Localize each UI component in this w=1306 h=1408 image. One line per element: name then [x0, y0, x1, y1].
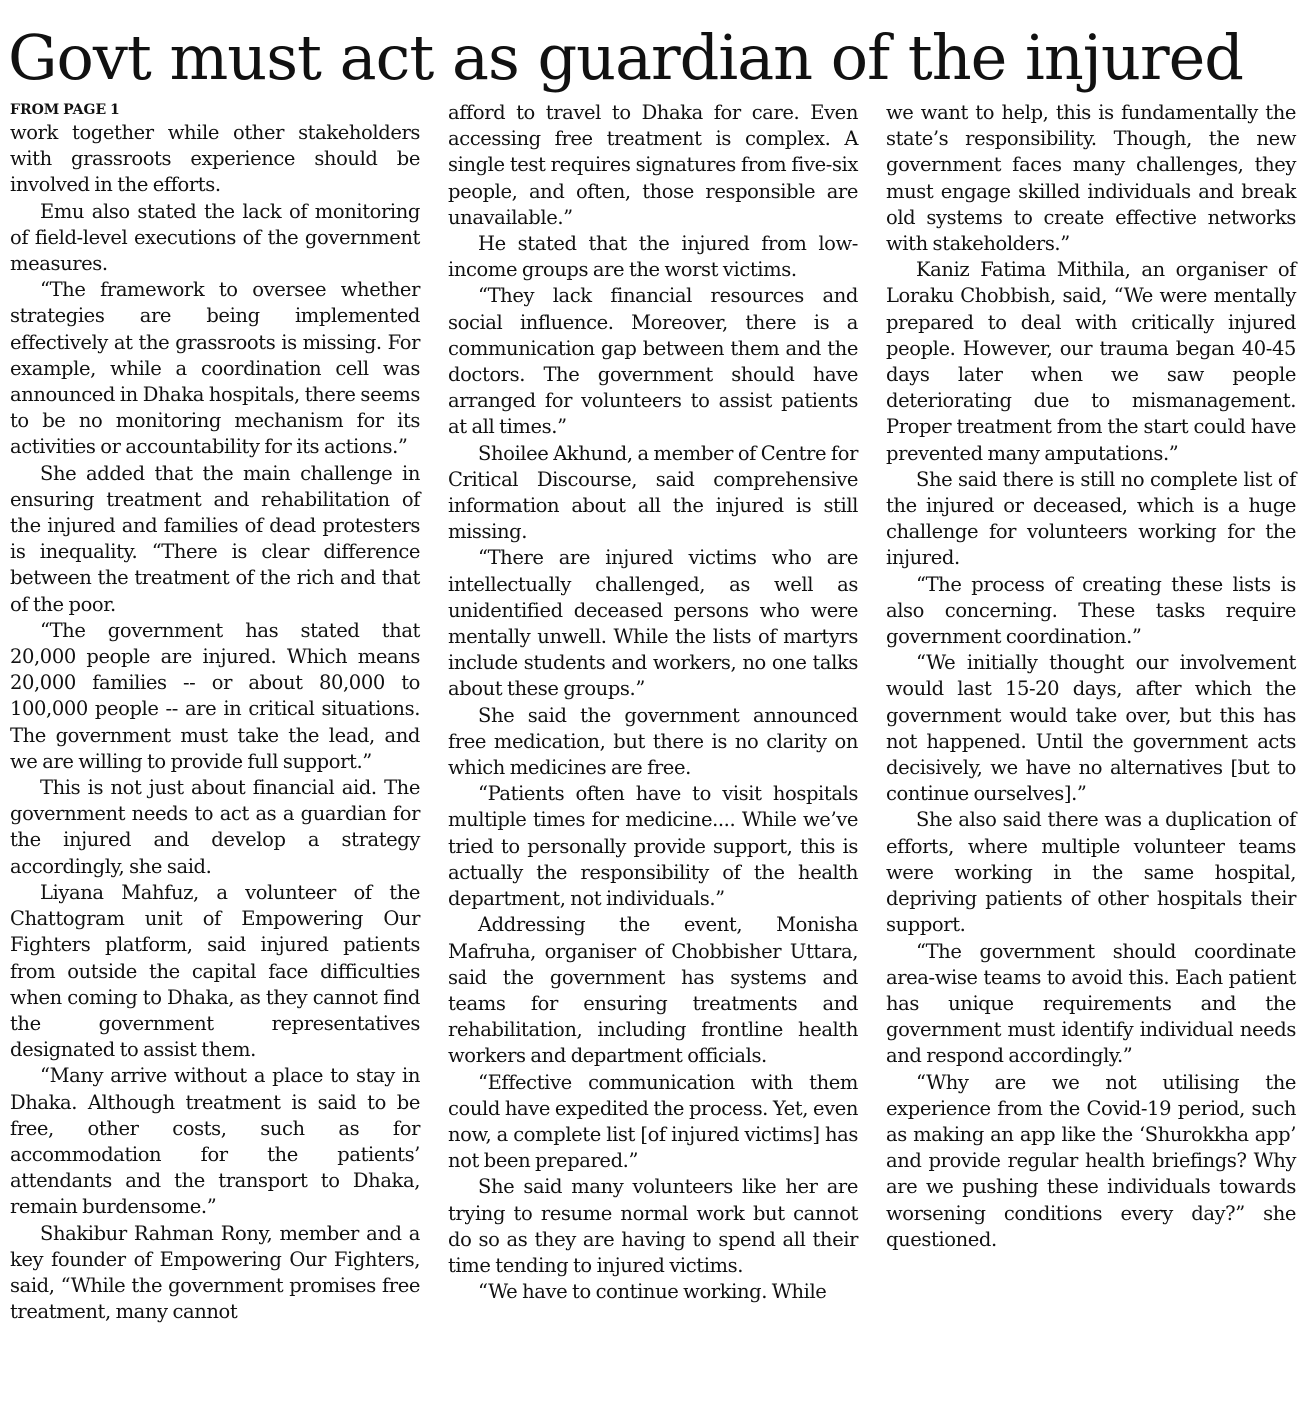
paragraph: Addressing the event, Monisha Mafruha, organiser of Chobbisher Uttara, said the government has systems and teams for ensuring treatments and rehabilitation, including frontline health workers and department officials. — [448, 913, 858, 1068]
paragraph: Liyana Mahfuz, a volunteer of the Chattogram unit of Empowering Our Fighters platform, said injured patients from outside the capital face difficulties when coming to Dhaka, as they cannot find the government representatives designated to assist them. — [10, 880, 420, 1062]
paragraph: He stated that the injured from low-income groups are the worst victims. — [448, 232, 858, 282]
paragraph: work together while other stakeholders with grassroots experience should be involved in the efforts. — [10, 121, 420, 197]
paragraph: This is not just about financial aid. The government needs to act as a guardian for the injured and develop a strategy accordingly, she said. — [10, 776, 420, 878]
paragraph: “Patients often have to visit hospitals multiple times for medicine.... While we’ve tried to personally provide support, this is actually the responsibility of the health department, not individuals.” — [448, 782, 858, 911]
paragraph: “They lack financial resources and social influence. Moreover, there is a communication gap between them and the doctors. The government should have arranged for volunteers to assist patients at all times.” — [448, 284, 858, 439]
paragraph: we want to help, this is fundamentally the state’s responsibility. Though, the new government faces many challenges, they must engage skilled individuals and break old systems to create effective networks with stakeholders.” — [886, 101, 1296, 256]
paragraph: “We have to continue working. While — [478, 1280, 827, 1304]
paragraph: “Many arrive without a place to stay in Dhaka. Although treatment is said to be free, other costs, such as for accommodation for the patients’ attendants and the transport to Dhaka, remain burdensome.” — [10, 1064, 420, 1219]
paragraph: She added that the main challenge in ensuring treatment and rehabilitation of the injured and families of dead protesters is inequality. “There is clear difference between the treatment of the rich and that of the poor. — [10, 461, 420, 616]
paragraph: “Effective communication with them could have expedited the process. Yet, even now, a complete list [of injured victims] has not been prepared.” — [448, 1070, 858, 1173]
paragraph: Shakibur Rahman Rony, member and a key founder of Empowering Our Fighters, said, “While the government promises free treatment, many cannot — [10, 1221, 420, 1324]
jump-label: FROM PAGE 1 — [10, 102, 120, 118]
paragraph: “There are injured victims who are intellectually challenged, as well as unidentified deceased persons who were mentally unwell. While the lists of martyrs include students and workers, no one talks about these groups.” — [448, 546, 858, 701]
paragraph: “The government has stated that 20,000 people are injured. Which means 20,000 families -- or about 80,000 to 100,000 people -- are in critical situations. The government must take the lead, and we are willing to provide full support.” — [10, 618, 420, 773]
article-headline: Govt must act as guardian of the injured — [8, 21, 1243, 94]
paragraph: “We initially thought our involvement would last 15-20 days, after which the government would take over, but this has not happened. Until the government acts decisively, we have no alternatives [but to continue ourselves].” — [886, 651, 1296, 806]
paragraph: She said the government announced free medication, but there is no clarity on which medicines are free. — [448, 703, 858, 780]
paragraph: “The process of creating these lists is also concerning. These tasks require government coordination.” — [886, 572, 1296, 649]
paragraph: “The framework to oversee whether strategies are being implemented effectively at the grassroots is missing. For example, while a coordination cell was announced in Dhaka hospitals, there seems to be no monitoring mechanism for its activities or accountability for its actions.” — [10, 278, 420, 459]
paragraph: Emu also stated the lack of monitoring of field-level executions of the government measures. — [10, 199, 420, 276]
article-column-2 — [448, 100, 858, 1305]
paragraph: She said there is still no complete list of the injured or deceased, which is a huge challenge for volunteers working for the injured. — [886, 467, 1296, 570]
article-column-1 — [10, 100, 420, 1325]
paragraph: She said many volunteers like her are trying to resume normal work but cannot do so as they are having to spend all their time tending to injured victims. — [448, 1175, 858, 1277]
paragraph: “The government should coordinate area-wise teams to avoid this. Each patient has unique requirements and the government must identify individual needs and respond accordingly.” — [886, 939, 1296, 1068]
paragraph: Shoilee Akhund, a member of Centre for Critical Discourse, said comprehensive information about all the injured is still missing. — [448, 441, 858, 544]
paragraph: afford to travel to Dhaka for care. Even accessing free treatment is complex. A single test requires signatures from five-six people, and often, those responsible are unavailable.” — [448, 101, 858, 229]
paragraph: “Why are we not utilising the experience from the Covid-19 period, such as making an app like the ‘Shurokkha app’ and provide regular health briefings? Why are we pushing these individuals towards worsening conditions every day?” she questioned. — [886, 1070, 1296, 1251]
article-column-3 — [886, 100, 1296, 1253]
paragraph: Kaniz Fatima Mithila, an organiser of Loraku Chobbish, said, “We were mentally prepared to deal with critically injured people. However, our trauma began 40-45 days later when we saw people deteriorating due to mismanagement. Proper treatment from the start could have prevented many amputations.” — [886, 258, 1296, 465]
paragraph: She also said there was a duplication of efforts, where multiple volunteer teams were working in the same hospital, depriving patients of other hospitals their support. — [886, 808, 1296, 937]
